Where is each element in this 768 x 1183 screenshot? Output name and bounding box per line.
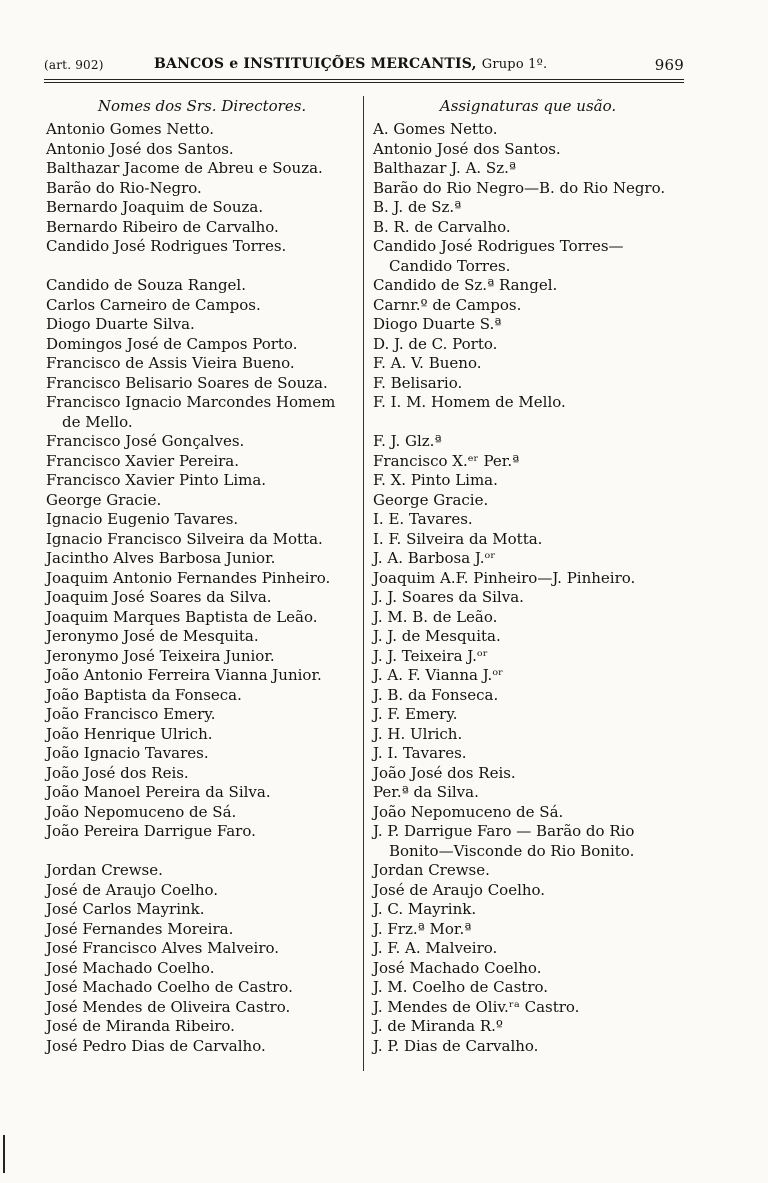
director-name: João Francisco Emery.: [46, 705, 216, 723]
signature-entry: I. E. Tavares.: [373, 510, 473, 528]
signature-entry: A. Gomes Netto.: [373, 120, 498, 138]
director-name: Bernardo Joaquim de Souza.: [46, 198, 264, 216]
signature-entry: George Gracie.: [373, 490, 489, 509]
signature-entry: J. P. Dias de Carvalho.: [373, 1036, 539, 1055]
director-name: João Antonio Ferreira Vianna Junior.: [46, 666, 322, 684]
signature-entry: F. Belisario.: [373, 373, 463, 392]
director-name: João Ignacio Tavares.: [46, 744, 209, 762]
running-header: [44, 56, 684, 78]
signature-entry: B. R. de Carvalho.: [373, 217, 511, 236]
director-name: Bernardo Ribeiro de Carvalho.: [46, 217, 279, 236]
signature-entry: Antonio José dos Santos.: [373, 139, 561, 158]
signature-entry: F. A. V. Bueno.: [373, 354, 482, 372]
signatures-list: [373, 120, 683, 1056]
signature-entry: Jordan Crewse.: [373, 861, 490, 879]
director-name: Jordan Crewse.: [46, 861, 163, 879]
signature-entry: J. H. Ulrich.: [373, 724, 463, 743]
signature-entry: D. J. de C. Porto.: [373, 334, 498, 353]
signature-entry: B. J. de Sz.ª: [373, 198, 462, 216]
director-name: Domingos José de Campos Porto.: [46, 334, 298, 353]
director-name: Carlos Carneiro de Campos.: [46, 295, 261, 314]
director-name: Antonio José dos Santos.: [46, 139, 234, 158]
list-gap: [373, 413, 683, 433]
signature-entry: Candido de Sz.ª Rangel.: [373, 276, 558, 294]
director-name: João Henrique Ulrich.: [46, 724, 213, 743]
signature-entry: José Machado Coelho.: [373, 958, 542, 977]
director-name: Francisco Belisario Soares de Souza.: [46, 373, 328, 392]
director-name: José Carlos Mayrink.: [46, 900, 205, 918]
signature-entry: J. J. de Mesquita.: [373, 627, 501, 645]
signature-entry: J. Frz.ª Mor.ª: [373, 919, 472, 938]
column-divider: [363, 96, 364, 1071]
directors-heading: Nomes dos Srs. Directores.: [97, 97, 307, 115]
director-name: Antonio Gomes Netto.: [46, 120, 214, 138]
director-name: José Fernandes Moreira.: [46, 919, 234, 938]
page-number: 969: [654, 56, 684, 74]
signature-entry: F. X. Pinto Lima.: [373, 471, 498, 489]
signature-entry: F. J. Glz.ª: [373, 432, 442, 450]
signature-entry: Francisco X.ᵉʳ Per.ª: [373, 451, 520, 470]
director-name: Ignacio Eugenio Tavares.: [46, 510, 239, 528]
signature-entry: Balthazar J. A. Sz.ª: [373, 159, 517, 177]
signature-entry: J. A. Barbosa J.ᵒʳ: [373, 549, 496, 567]
signature-entry: José de Araujo Coelho.: [373, 880, 546, 899]
director-name: Joaquim José Soares da Silva.: [46, 588, 272, 606]
signature-entry: Carnr.º de Campos.: [373, 295, 522, 314]
signatures-heading: Assignaturas que usão.: [439, 97, 617, 115]
director-name: Balthazar Jacome de Abreu e Souza.: [46, 159, 323, 177]
director-name: Jacintho Alves Barbosa Junior.: [46, 549, 276, 567]
director-name: Francisco Ignacio Marcondes Homem de Mello.: [46, 393, 336, 431]
directors-column: [46, 97, 358, 1056]
director-name: Ignacio Francisco Silveira da Motta.: [46, 529, 323, 548]
signature-entry: J. B. da Fonseca.: [373, 685, 499, 704]
signature-entry: Barão do Rio Negro—B. do Rio Negro.: [373, 178, 666, 197]
director-name: Francisco Xavier Pereira.: [46, 451, 240, 470]
list-gap: [46, 842, 358, 862]
group-label: Grupo 1º.: [481, 57, 548, 72]
signature-entry: J. F. A. Malveiro.: [373, 939, 498, 957]
director-name: Joaquim Marques Baptista de Leão.: [46, 607, 318, 626]
director-name: José de Araujo Coelho.: [46, 880, 219, 899]
signature-entry: J. Mendes de Oliv.ʳᵃ Castro.: [373, 997, 580, 1016]
signature-entry: J. M. B. de Leão.: [373, 607, 498, 626]
signature-entry: Diogo Duarte S.ª: [373, 315, 502, 333]
signature-entry: J. de Miranda R.º: [373, 1017, 503, 1035]
signature-entry: J. C. Mayrink.: [373, 900, 477, 918]
signature-entry: Candido José Rodrigues Torres—Candido Torres.: [373, 237, 624, 275]
director-name: João José dos Reis.: [46, 763, 189, 782]
section-title-text: BANCOS e INSTITUIÇÕES MERCANTIS,: [154, 56, 477, 72]
signatures-column: [373, 97, 683, 1056]
director-name: Candido de Souza Rangel.: [46, 276, 246, 294]
signature-entry: J. F. Emery.: [373, 705, 458, 723]
signature-entry: J. J. Soares da Silva.: [373, 588, 524, 606]
signature-entry: Joaquim A.F. Pinheiro—J. Pinheiro.: [373, 568, 636, 587]
director-name: Joaquim Antonio Fernandes Pinheiro.: [46, 568, 331, 587]
director-name: Barão do Rio-Negro.: [46, 178, 202, 197]
signature-entry: João José dos Reis.: [373, 763, 516, 782]
director-name: José Machado Coelho.: [46, 958, 215, 977]
header-rule: [44, 79, 684, 83]
director-name: João Nepomuceno de Sá.: [46, 802, 237, 821]
section-title: [154, 56, 547, 72]
signature-entry: F. I. M. Homem de Mello.: [373, 393, 566, 411]
director-name: Francisco José Gonçalves.: [46, 432, 245, 450]
director-name: Francisco Xavier Pinto Lima.: [46, 471, 267, 489]
signature-entry: J. M. Coelho de Castro.: [373, 978, 549, 996]
director-name: João Baptista da Fonseca.: [46, 685, 242, 704]
signature-entry: J. A. F. Vianna J.ᵒʳ: [373, 666, 504, 684]
list-gap: [46, 257, 358, 277]
signature-entry: J. J. Teixeira J.ᵒʳ: [373, 646, 488, 665]
signature-entry: Per.ª da Silva.: [373, 783, 479, 801]
director-name: Jeronymo José de Mesquita.: [46, 627, 259, 645]
director-name: José Pedro Dias de Carvalho.: [46, 1036, 266, 1055]
signature-entry: J. P. Darrigue Faro — Barão do Rio Bonito—Visconde do Rio Bonito.: [373, 822, 635, 860]
signature-entry: I. F. Silveira da Motta.: [373, 529, 543, 548]
director-name: José Mendes de Oliveira Castro.: [46, 997, 291, 1016]
directors-list: [46, 120, 358, 1056]
director-name: João Manoel Pereira da Silva.: [46, 783, 271, 801]
signature-entry: J. I. Tavares.: [373, 744, 467, 762]
director-name: José de Miranda Ribeiro.: [46, 1017, 235, 1035]
director-name: Candido José Rodrigues Torres.: [46, 237, 287, 255]
director-name: João Pereira Darrigue Faro.: [46, 822, 256, 840]
signature-entry: João Nepomuceno de Sá.: [373, 802, 564, 821]
director-name: José Machado Coelho de Castro.: [46, 978, 293, 996]
director-name: Francisco de Assis Vieira Bueno.: [46, 354, 295, 372]
article-reference: (art. 902): [44, 58, 104, 72]
director-name: Jeronymo José Teixeira Junior.: [46, 646, 275, 665]
director-name: George Gracie.: [46, 490, 162, 509]
director-name: José Francisco Alves Malveiro.: [46, 939, 280, 957]
director-name: Diogo Duarte Silva.: [46, 315, 195, 333]
margin-mark: [3, 1135, 5, 1173]
